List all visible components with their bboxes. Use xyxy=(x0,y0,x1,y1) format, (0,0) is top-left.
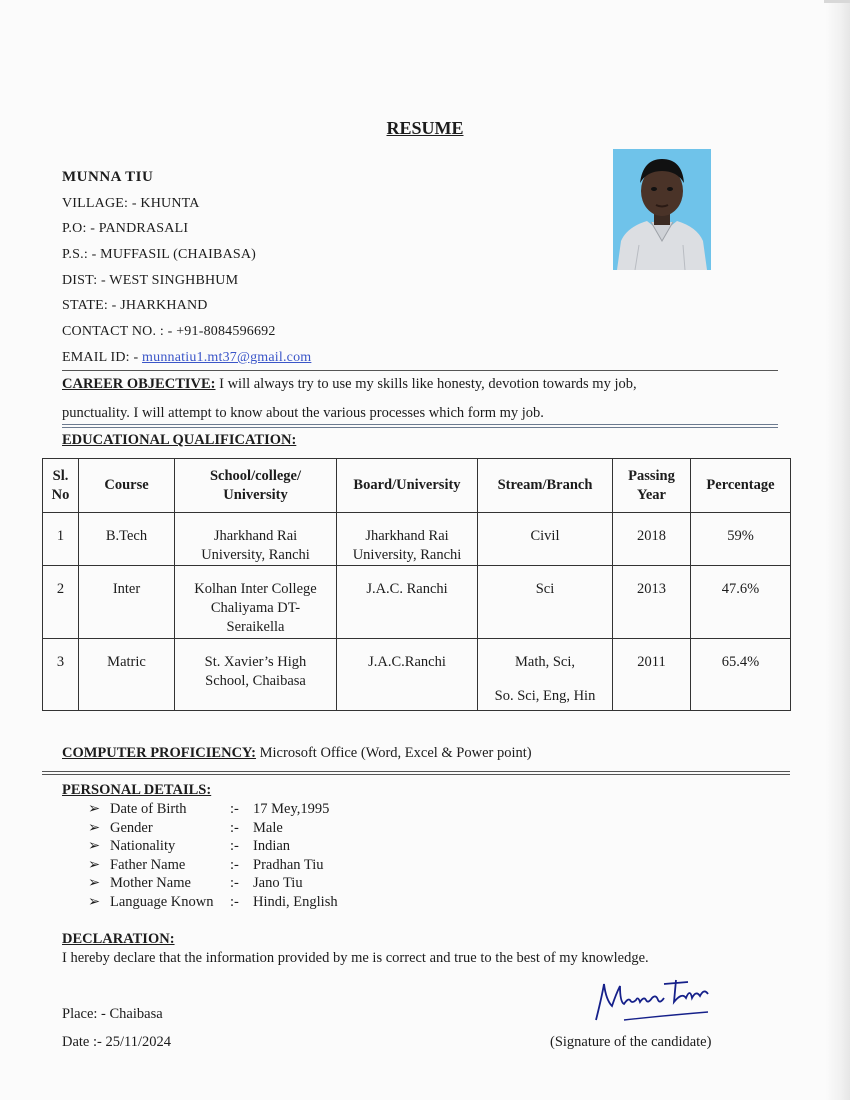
personal-value: Indian xyxy=(253,838,291,854)
page-title: RESUME xyxy=(386,118,464,138)
personal-item-gender xyxy=(88,820,283,837)
personal-value: Jano Tiu xyxy=(253,875,303,891)
header-sl-line2: No xyxy=(51,486,70,503)
personal-label: Nationality xyxy=(110,838,176,854)
personal-separator: :- xyxy=(230,875,239,891)
computer-proficiency-text: Microsoft Office (Word, Excel & Power point) xyxy=(256,745,532,761)
header-course: Course xyxy=(79,459,175,513)
header-sl-line1: Sl. xyxy=(52,467,69,484)
header-stream: Stream/Branch xyxy=(478,459,613,513)
cell-school xyxy=(175,639,337,711)
cell-school-line: St. Xavier’s High xyxy=(204,654,307,670)
cell-board: J.A.C. Ranchi xyxy=(337,566,478,639)
personal-item-language xyxy=(88,894,338,911)
personal-value: Male xyxy=(253,820,283,836)
header-board: Board/University xyxy=(337,459,478,513)
cell-course: B.Tech xyxy=(79,513,175,566)
contact-number: CONTACT NO. : - +91-8084596692 xyxy=(62,324,276,339)
table-row xyxy=(43,566,791,639)
cell-school-line: University, Ranchi xyxy=(201,547,310,563)
address-ps: P.S.: - MUFFASIL (CHAIBASA) xyxy=(62,247,257,262)
personal-separator: :- xyxy=(230,801,239,817)
personal-item-dob xyxy=(88,801,329,818)
personal-label: Language Known xyxy=(110,894,214,910)
career-objective-heading: CAREER OBJECTIVE: xyxy=(62,376,216,392)
header-school-line1: School/college/ xyxy=(209,467,301,484)
email-line xyxy=(62,350,311,366)
address-po: P.O: - PANDRASALI xyxy=(62,221,189,236)
cell-board-line: University, Ranchi xyxy=(352,547,462,563)
divider-after-computer-2 xyxy=(42,774,790,775)
personal-separator: :- xyxy=(230,838,239,854)
arrow-bullet-icon: ➢ xyxy=(88,875,101,891)
cell-percentage: 59% xyxy=(691,513,791,566)
personal-item-father xyxy=(88,857,324,874)
personal-value: 17 Mey,1995 xyxy=(253,801,330,817)
header-percentage: Percentage xyxy=(691,459,791,513)
place-line: Place: - Chaibasa xyxy=(62,1006,163,1022)
personal-details-heading: PERSONAL DETAILS: xyxy=(62,782,212,798)
cell-school-line: School, Chaibasa xyxy=(205,673,306,689)
cell-year: 2018 xyxy=(613,513,691,566)
personal-label: Date of Birth xyxy=(110,801,187,817)
computer-proficiency-heading: COMPUTER PROFICIENCY: xyxy=(62,745,257,761)
cell-percentage: 65.4% xyxy=(691,639,791,711)
career-objective-line2: punctuality. I will attempt to know about the various processes which form my job. xyxy=(62,405,544,421)
date-line: Date :- 25/11/2024 xyxy=(62,1034,171,1050)
cell-year: 2011 xyxy=(613,639,691,711)
personal-separator: :- xyxy=(230,894,239,910)
table-row xyxy=(43,513,791,566)
table-row xyxy=(43,639,791,711)
personal-label: Father Name xyxy=(110,857,186,873)
cell-stream-line: So. Sci, Eng, Hin xyxy=(494,688,596,704)
personal-label: Mother Name xyxy=(110,875,191,891)
cell-board: J.A.C.Ranchi xyxy=(337,639,478,711)
cell-course: Inter xyxy=(79,566,175,639)
cell-stream xyxy=(478,639,613,711)
header-sl xyxy=(43,459,79,513)
personal-item-mother xyxy=(88,875,303,892)
header-year xyxy=(613,459,691,513)
personal-label: Gender xyxy=(110,820,153,836)
personal-value: Hindi, English xyxy=(253,894,338,910)
cell-sl: 2 xyxy=(43,566,79,639)
email-label: EMAIL ID: - xyxy=(62,350,143,365)
personal-separator: :- xyxy=(230,820,239,836)
header-school-line2: University xyxy=(223,486,288,503)
cell-course: Matric xyxy=(79,639,175,711)
declaration-text: I hereby declare that the information provided by me is correct and true to the best of my knowledge. xyxy=(62,950,649,966)
cell-school xyxy=(175,513,337,566)
declaration-heading: DECLARATION: xyxy=(62,931,175,947)
scan-edge-mark xyxy=(824,0,850,3)
header-year-line1: Passing xyxy=(628,467,675,484)
personal-separator: :- xyxy=(230,857,239,873)
cell-school-line: Jharkhand Rai xyxy=(213,528,298,544)
cell-percentage: 47.6% xyxy=(691,566,791,639)
candidate-photo xyxy=(613,149,711,270)
candidate-signature xyxy=(590,976,720,1031)
cell-school xyxy=(175,566,337,639)
personal-item-nationality xyxy=(88,838,290,855)
cell-stream-line: Math, Sci, xyxy=(514,654,575,670)
divider-after-computer xyxy=(42,771,790,772)
email-link[interactable]: munnatiu1.mt37@gmail.com xyxy=(142,350,312,365)
header-school xyxy=(175,459,337,513)
personal-value: Pradhan Tiu xyxy=(253,857,324,873)
cell-sl: 1 xyxy=(43,513,79,566)
candidate-name: MUNNA TIU xyxy=(62,169,154,185)
cell-sl: 3 xyxy=(43,639,79,711)
cell-school-line: Chaliyama DT- xyxy=(210,600,301,616)
arrow-bullet-icon: ➢ xyxy=(88,801,101,817)
scan-edge-shadow xyxy=(826,0,850,1100)
cell-stream: Civil xyxy=(478,513,613,566)
education-table xyxy=(42,458,791,711)
cell-school-line: Kolhan Inter College xyxy=(194,581,317,597)
career-objective-text: I will always try to use my skills like honesty, devotion towards my job, xyxy=(215,376,637,392)
divider-after-objective xyxy=(62,424,778,425)
address-state: STATE: - JHARKHAND xyxy=(62,298,208,313)
cell-board xyxy=(337,513,478,566)
address-village: VILLAGE: - KHUNTA xyxy=(62,196,200,211)
career-objective-line1 xyxy=(62,376,637,393)
address-dist: DIST: - WEST SINGHBHUM xyxy=(62,273,239,288)
signature-caption: (Signature of the candidate) xyxy=(550,1034,712,1050)
divider-after-contact xyxy=(62,370,778,371)
arrow-bullet-icon: ➢ xyxy=(88,857,101,873)
computer-proficiency xyxy=(62,745,532,762)
header-year-line2: Year xyxy=(637,486,666,503)
education-header-row xyxy=(43,459,791,513)
cell-board-line: Jharkhand Rai xyxy=(365,528,449,544)
arrow-bullet-icon: ➢ xyxy=(88,838,101,854)
cell-school-line: Seraikella xyxy=(226,619,285,635)
divider-after-objective-2 xyxy=(62,427,778,428)
education-heading: EDUCATIONAL QUALIFICATION: xyxy=(62,432,297,448)
cell-year: 2013 xyxy=(613,566,691,639)
cell-stream: Sci xyxy=(478,566,613,639)
arrow-bullet-icon: ➢ xyxy=(88,894,101,910)
arrow-bullet-icon: ➢ xyxy=(88,820,101,836)
